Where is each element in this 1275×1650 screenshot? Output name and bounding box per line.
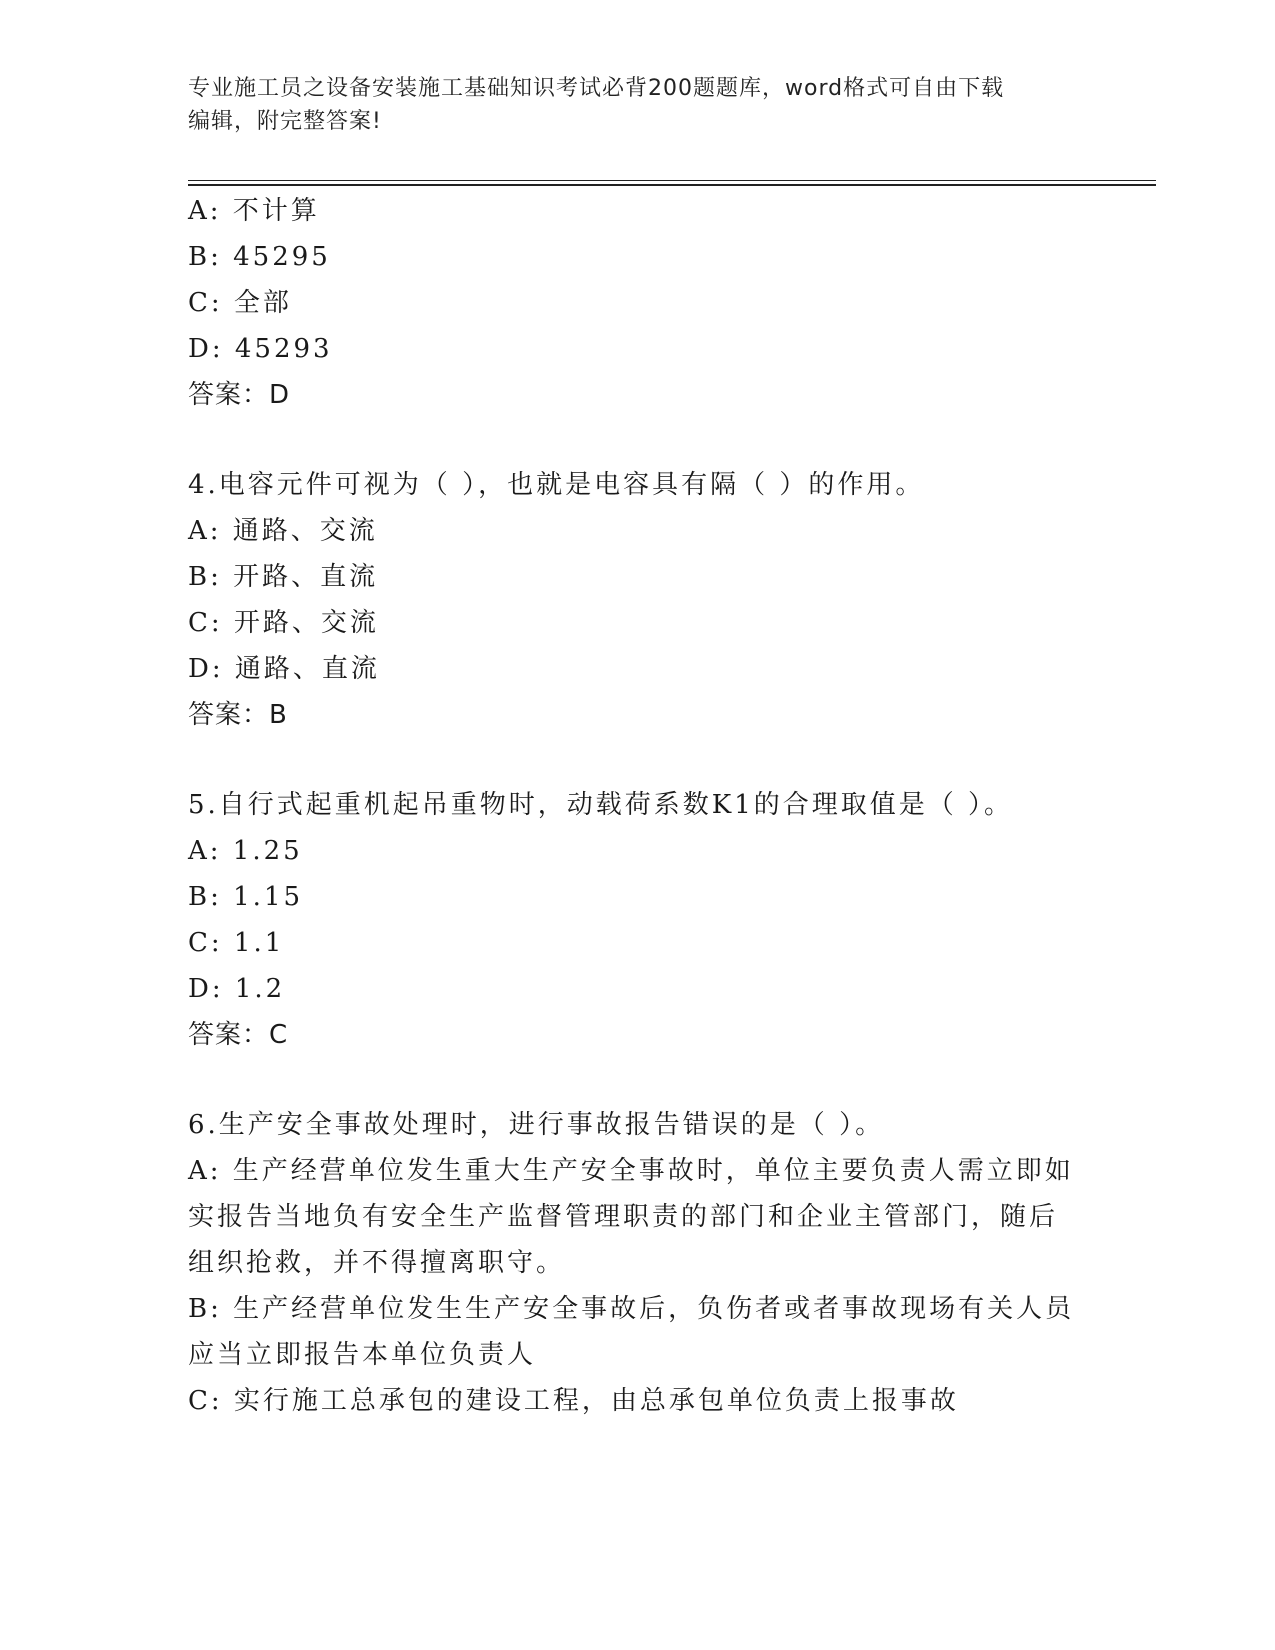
answer-label: 答案：C — [188, 1020, 289, 1050]
document-header — [188, 72, 1088, 138]
answer-label: 答案：B — [188, 700, 288, 730]
question-list — [188, 188, 1088, 1424]
spacer — [188, 418, 1088, 462]
question-4 — [188, 462, 1088, 738]
option-b: B: 1.15 — [188, 882, 304, 912]
option-a-line-3: 组织抢救，并不得擅离职守。 — [188, 1248, 566, 1278]
question-5 — [188, 782, 1088, 1058]
header-divider-thin — [188, 180, 1156, 181]
option-b: B: 45295 — [188, 242, 331, 272]
option-c-line-1: C: 实行施工总承包的建设工程，由总承包单位负责上报事故 — [188, 1386, 959, 1416]
option-d: D: 45293 — [188, 334, 333, 364]
option-c: C: 全部 — [188, 288, 292, 318]
option-c — [188, 1378, 1088, 1424]
question-3 — [188, 188, 1088, 418]
option-a: A: 1.25 — [188, 836, 303, 866]
option-b-line-1: B: 生产经营单位发生生产安全事故后，负伤者或者事故现场有关人员 — [188, 1294, 1075, 1324]
question-text: 4.电容元件可视为（ ），也就是电容具有隔（ ）的作用。 — [188, 470, 925, 500]
question-6 — [188, 1102, 1088, 1424]
option-d: D: 1.2 — [188, 974, 286, 1004]
header-title-line-2: 编辑，附完整答案! — [188, 109, 382, 134]
question-text: 5.自行式起重机起吊重物时，动载荷系数K1的合理取值是（ ）。 — [188, 790, 1014, 820]
option-c: C: 1.1 — [188, 928, 285, 958]
header-divider-thick — [188, 184, 1156, 186]
header-title-line-1: 专业施工员之设备安装施工基础知识考试必背200题题库，word格式可自由下载 — [188, 76, 1005, 101]
question-text: 6.生产安全事故处理时，进行事故报告错误的是（ ）。 — [188, 1110, 885, 1140]
option-a: A: 不计算 — [188, 196, 320, 226]
option-b-line-2: 应当立即报告本单位负责人 — [188, 1340, 537, 1370]
option-a-line-1: A: 生产经营单位发生重大生产安全事故时，单位主要负责人需立即如 — [188, 1156, 1074, 1186]
option-b — [188, 1286, 1088, 1378]
option-a — [188, 1148, 1088, 1286]
answer-label: 答案：D — [188, 380, 291, 410]
option-b: B: 开路、直流 — [188, 562, 379, 592]
option-c: C: 开路、交流 — [188, 608, 379, 638]
option-a: A: 通路、交流 — [188, 516, 378, 546]
spacer — [188, 738, 1088, 782]
option-d: D: 通路、直流 — [188, 654, 380, 684]
spacer — [188, 1058, 1088, 1102]
option-a-line-2: 实报告当地负有安全生产监督管理职责的部门和企业主管部门，随后 — [188, 1202, 1059, 1232]
